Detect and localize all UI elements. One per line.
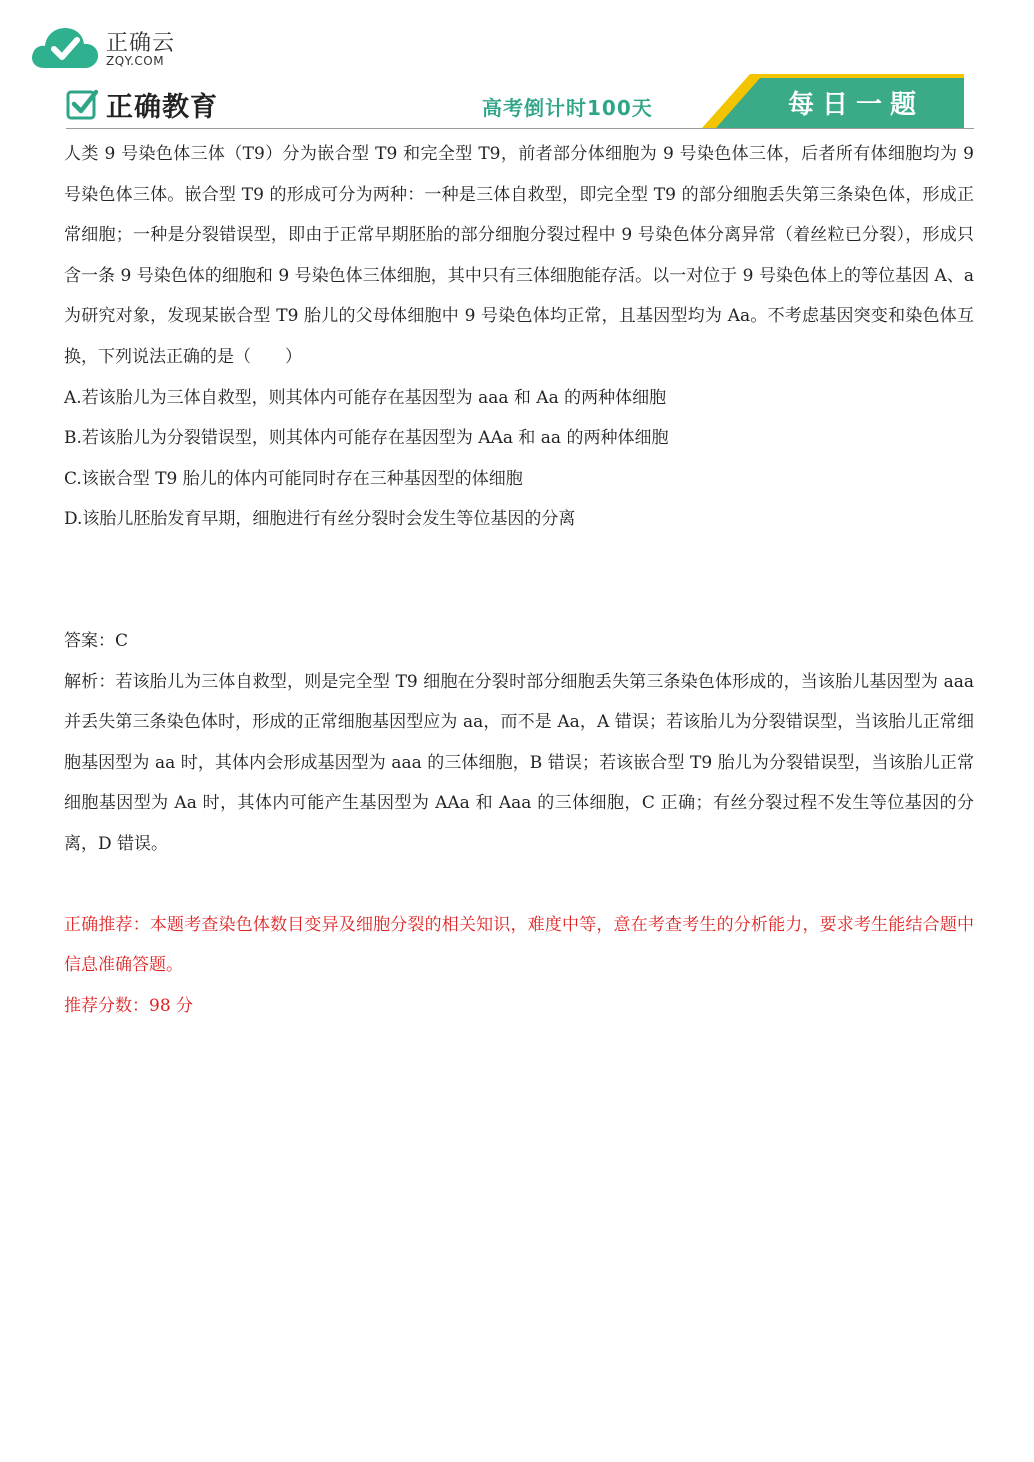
analysis-text: 解析：若该胎儿为三体自救型，则是完全型 T9 细胞在分裂时部分细胞丢失第三条染色体形成的，当该胎儿基因型为 aaa 并丢失第三条染色体时，形成的正常细胞基因型应为 aa，而不是 Aa，A 错误；若该胎儿为分裂错误型，当该胎儿正常细胞基因型为 aa 时，其体内会形成基因型为 aaa 的三体细胞，B 错误；若该嵌合型 T9 胎儿为分裂错误型，当该胎儿正常细胞基因型为 Aa 时，其体内可能产生基因型为 AAa 和 Aaa 的三体细胞，C 正确；有丝分裂过程不发生等位基因的分离，D 错误。: [64, 671, 974, 854]
recommendation-text: 正确推荐：本题考查染色体数目变异及细胞分裂的相关知识，难度中等，意在考查考生的分析能力，要求考生能结合题中信息准确答题。: [64, 914, 974, 976]
zqy-logo: [30, 22, 210, 72]
brand: [66, 84, 218, 124]
option-d: D.该胎儿胚胎发育早期，细胞进行有丝分裂时会发生等位基因的分离: [64, 509, 576, 530]
question-stem: 人类 9 号染色体三体（T9）分为嵌合型 T9 和完全型 T9，前者部分体细胞为 9 号染色体三体，后者所有体细胞均为 9 号染色体三体。嵌合型 T9 的形成可分为两种：一种是三体自救型，即完全型 T9 的部分细胞丢失第三条染色体，形成正常细胞；一种是分裂错误型，即由于正常早期胚胎的部分细胞分裂过程中 9 号染色体分离异常（着丝粒已分裂），形成只含一条 9 号染色体的细胞和 9 号染色体三体细胞，其中只有三体细胞能存活。以一对位于 9 号染色体上的等位基因 A、a 为研究对象，发现某嵌合型 T9 胎儿的父母体细胞中 9 号染色体均正常，且基因型均为 Aa。不考虑基因突变和染色体互换，下列说法正确的是（ ）: [64, 144, 974, 367]
question-content: [64, 134, 974, 1026]
option-c: C.该嵌合型 T9 胎儿的体内可能同时存在三种基因型的体细胞: [64, 468, 523, 489]
header-banner: [66, 74, 974, 130]
cloud-check-icon: [30, 24, 100, 70]
checkbox-check-icon: [66, 88, 98, 120]
answer-text: 答案：C: [64, 630, 129, 651]
brand-name: 正确教育: [106, 91, 218, 123]
option-b: B.若该胎儿为分裂错误型，则其体内可能存在基因型为 AAa 和 aa 的两种体细胞: [64, 428, 669, 449]
option-a: A.若该胎儿为三体自救型，则其体内可能存在基因型为 aaa 和 Aa 的两种体细胞: [64, 387, 667, 408]
recommendation-score: 推荐分数：98 分: [64, 995, 194, 1016]
header-divider: [66, 128, 974, 129]
countdown-text: 高考倒计时100天: [482, 96, 653, 120]
logo-domain: ZQY.COM: [106, 54, 165, 68]
logo-name: 正确云: [106, 31, 176, 56]
daily-question-tag: 每日一题: [787, 90, 924, 120]
